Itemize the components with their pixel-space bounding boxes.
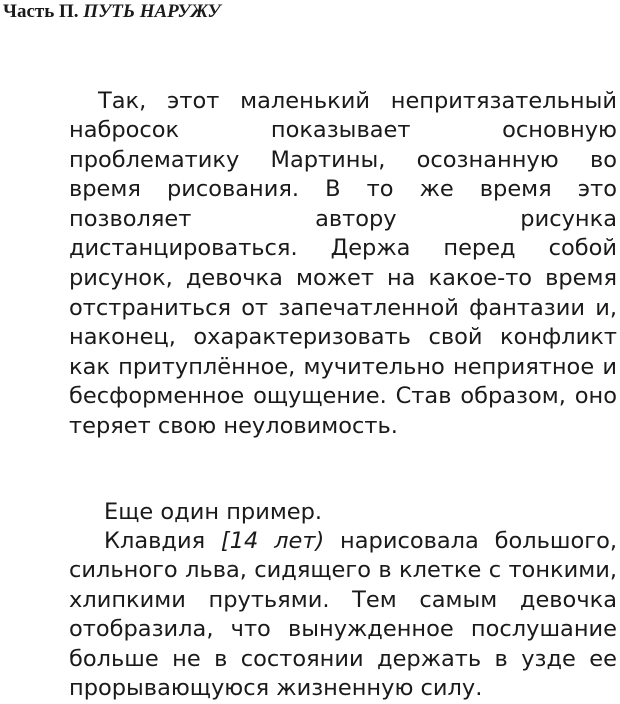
paragraph-klavdia-rest: нарисовала большого, сильного льва, сидящего в клетке с тонкими, хлипкими прутьями. Тем самым девочка отобразила, что вынужденное послушание больше не в состоянии держать в узде ее прорывающуюся жизненную силу.: [69, 528, 617, 702]
paragraph-klavdia-start: Клавдия: [104, 528, 221, 554]
running-head-title: ПУТЬ НАРУЖУ: [83, 1, 220, 22]
paragraph-another-example: Еще один пример.: [69, 498, 617, 528]
running-head-part: Часть П.: [3, 1, 79, 22]
paragraph-martina: Так, этот маленький непритязательный набросок показывает основную проблематику Мартины, осознанную во время рисования. В то же время это позволяет автору рисунка дистанцироваться. Держа перед собой рисунок, девочка может на какое-то время отстраниться от запечатленной фантазии и, наконец, охарактеризовать свой конфликт как притуплённое, мучительно неприятное и бесформенное ощущение. Став образом, оно теряет свою неуловимость.: [69, 87, 617, 442]
running-head: [3, 0, 221, 24]
paragraph-klavdia: [69, 527, 617, 704]
age-note: [14 лет): [221, 528, 324, 554]
